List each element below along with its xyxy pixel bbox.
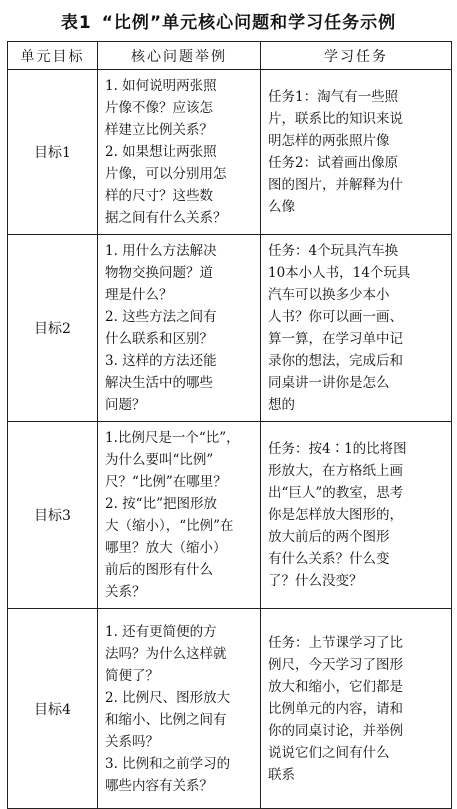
learning-task-line: 片，联系比的知识来说	[268, 111, 403, 127]
core-question-line: 样的尺寸？这些数	[105, 188, 213, 204]
table-row	[8, 422, 452, 609]
learning-task-line: 任务：上节课学习了比	[268, 634, 403, 651]
unit-goal-cell: 目标1	[8, 70, 98, 235]
core-question-line: 1. 还有更简便的方	[105, 623, 217, 640]
unit-goal-cell: 目标2	[8, 235, 98, 422]
core-question-cell	[98, 422, 261, 609]
header-core-questions: 核心问题举例	[98, 42, 261, 70]
core-question-line: 什么联系和区别？	[105, 331, 213, 347]
learning-task-line: 你的同桌讨论，并举例	[268, 722, 403, 739]
learning-task-line: 么像	[268, 199, 295, 215]
core-question-cell	[98, 70, 261, 235]
core-question-line: 2. 如果想让两张照	[105, 144, 217, 160]
table-number: 表1	[60, 12, 92, 33]
learning-task-line: 同桌讲一讲你是怎么	[268, 375, 390, 391]
header-row	[8, 42, 452, 70]
core-question-line: 大（缩小），“比例”在	[105, 518, 234, 534]
learning-task-line: 人书？你可以画一画、	[268, 309, 403, 325]
table-row	[8, 609, 452, 809]
learning-task-cell	[261, 422, 452, 609]
core-question-line: 关系吗？	[105, 733, 159, 750]
core-question-line: 2. 比例尺、图形放大	[105, 689, 231, 706]
learning-task-line: 说说它们之间有什么	[268, 744, 390, 761]
core-question-line: 问题？	[105, 397, 146, 413]
table-row	[8, 235, 452, 422]
unit-table	[7, 41, 452, 809]
table-title: “比例”单元核心问题和学习任务示例	[101, 12, 397, 33]
core-question-line: 1.比例尺是一个“比”，	[105, 430, 240, 446]
learning-task-line: 出“巨人”的教室，思考	[268, 485, 404, 501]
core-question-line: 据之间有什么关系？	[105, 210, 227, 226]
learning-task-line: 明怎样的两张照片像	[268, 133, 390, 149]
core-question-line: 物物交换问题？道	[105, 265, 213, 281]
learning-task-line: 想的	[268, 397, 295, 413]
core-question-line: 哪些内容有关系？	[105, 777, 213, 794]
core-question-line: 1. 用什么方法解决	[105, 243, 217, 259]
learning-task-cell	[261, 70, 452, 235]
table-caption	[0, 0, 457, 40]
core-question-line: 解决生活中的哪些	[105, 375, 213, 391]
core-question-line: 2. 这些方法之间有	[105, 309, 217, 325]
learning-task-line: 任务：按4∶1的比将图	[268, 441, 407, 457]
learning-task-cell	[261, 235, 452, 422]
core-question-line: 简便了？	[105, 667, 159, 684]
core-question-line: 为什么要叫“比例”	[105, 452, 214, 468]
unit-goal-cell: 目标4	[8, 609, 98, 809]
core-question-line: 3. 这样的方法还能	[105, 353, 217, 369]
learning-task-line: 任务1：淘气有一些照	[268, 89, 399, 105]
learning-task-line: 任务2：试着画出像原	[268, 155, 399, 171]
learning-task-line: 放大和缩小，它们都是	[268, 678, 403, 695]
core-question-line: 2. 按“比”把图形放	[105, 496, 217, 512]
learning-task-line: 了？什么没变？	[268, 573, 363, 589]
core-question-line: 关系？	[105, 584, 146, 600]
learning-task-line: 有什么关系？什么变	[268, 551, 390, 567]
learning-task-cell	[261, 609, 452, 809]
core-question-cell	[98, 235, 261, 422]
core-question-line: 哪里？放大（缩小）	[105, 540, 227, 556]
learning-task-line: 图的图片，并解释为什	[268, 177, 403, 193]
learning-task-line: 比例单元的内容，请和	[268, 700, 403, 717]
core-question-cell	[98, 609, 261, 809]
learning-task-line: 汽车可以换多少本小	[268, 287, 390, 303]
core-question-line: 法吗？为什么这样就	[105, 645, 227, 662]
learning-task-line: 算一算，在学习单中记	[268, 331, 403, 347]
learning-task-line: 你是怎样放大图形的，	[268, 507, 403, 523]
learning-task-line: 联系	[268, 766, 295, 783]
core-question-line: 和缩小、比例之间有	[105, 711, 227, 728]
header-unit-goal: 单元目标	[8, 42, 98, 70]
core-question-line: 前后的图形有什么	[105, 562, 213, 578]
core-question-line: 片像不像？应该怎	[105, 100, 213, 116]
core-question-line: 样建立比例关系？	[105, 122, 213, 138]
core-question-line: 3. 比例和之前学习的	[105, 755, 231, 772]
unit-goal-cell: 目标3	[8, 422, 98, 609]
core-question-line: 片像，可以分别用怎	[105, 166, 227, 182]
core-question-line: 1. 如何说明两张照	[105, 78, 217, 94]
learning-task-line: 录你的想法，完成后和	[268, 353, 403, 369]
header-learning-task: 学习任务	[261, 42, 452, 70]
learning-task-line: 任务：4个玩具汽车换	[268, 243, 399, 259]
core-question-line: 理是什么？	[105, 287, 173, 303]
core-question-line: 尺？“比例”在哪里？	[105, 474, 227, 490]
learning-task-line: 放大前后的两个图形	[268, 529, 390, 545]
learning-task-line: 10本小人书，14个玩具	[268, 265, 411, 281]
learning-task-line: 形放大，在方格纸上画	[268, 463, 403, 479]
learning-task-line: 例尺，今天学习了图形	[268, 656, 403, 673]
table-row	[8, 70, 452, 235]
